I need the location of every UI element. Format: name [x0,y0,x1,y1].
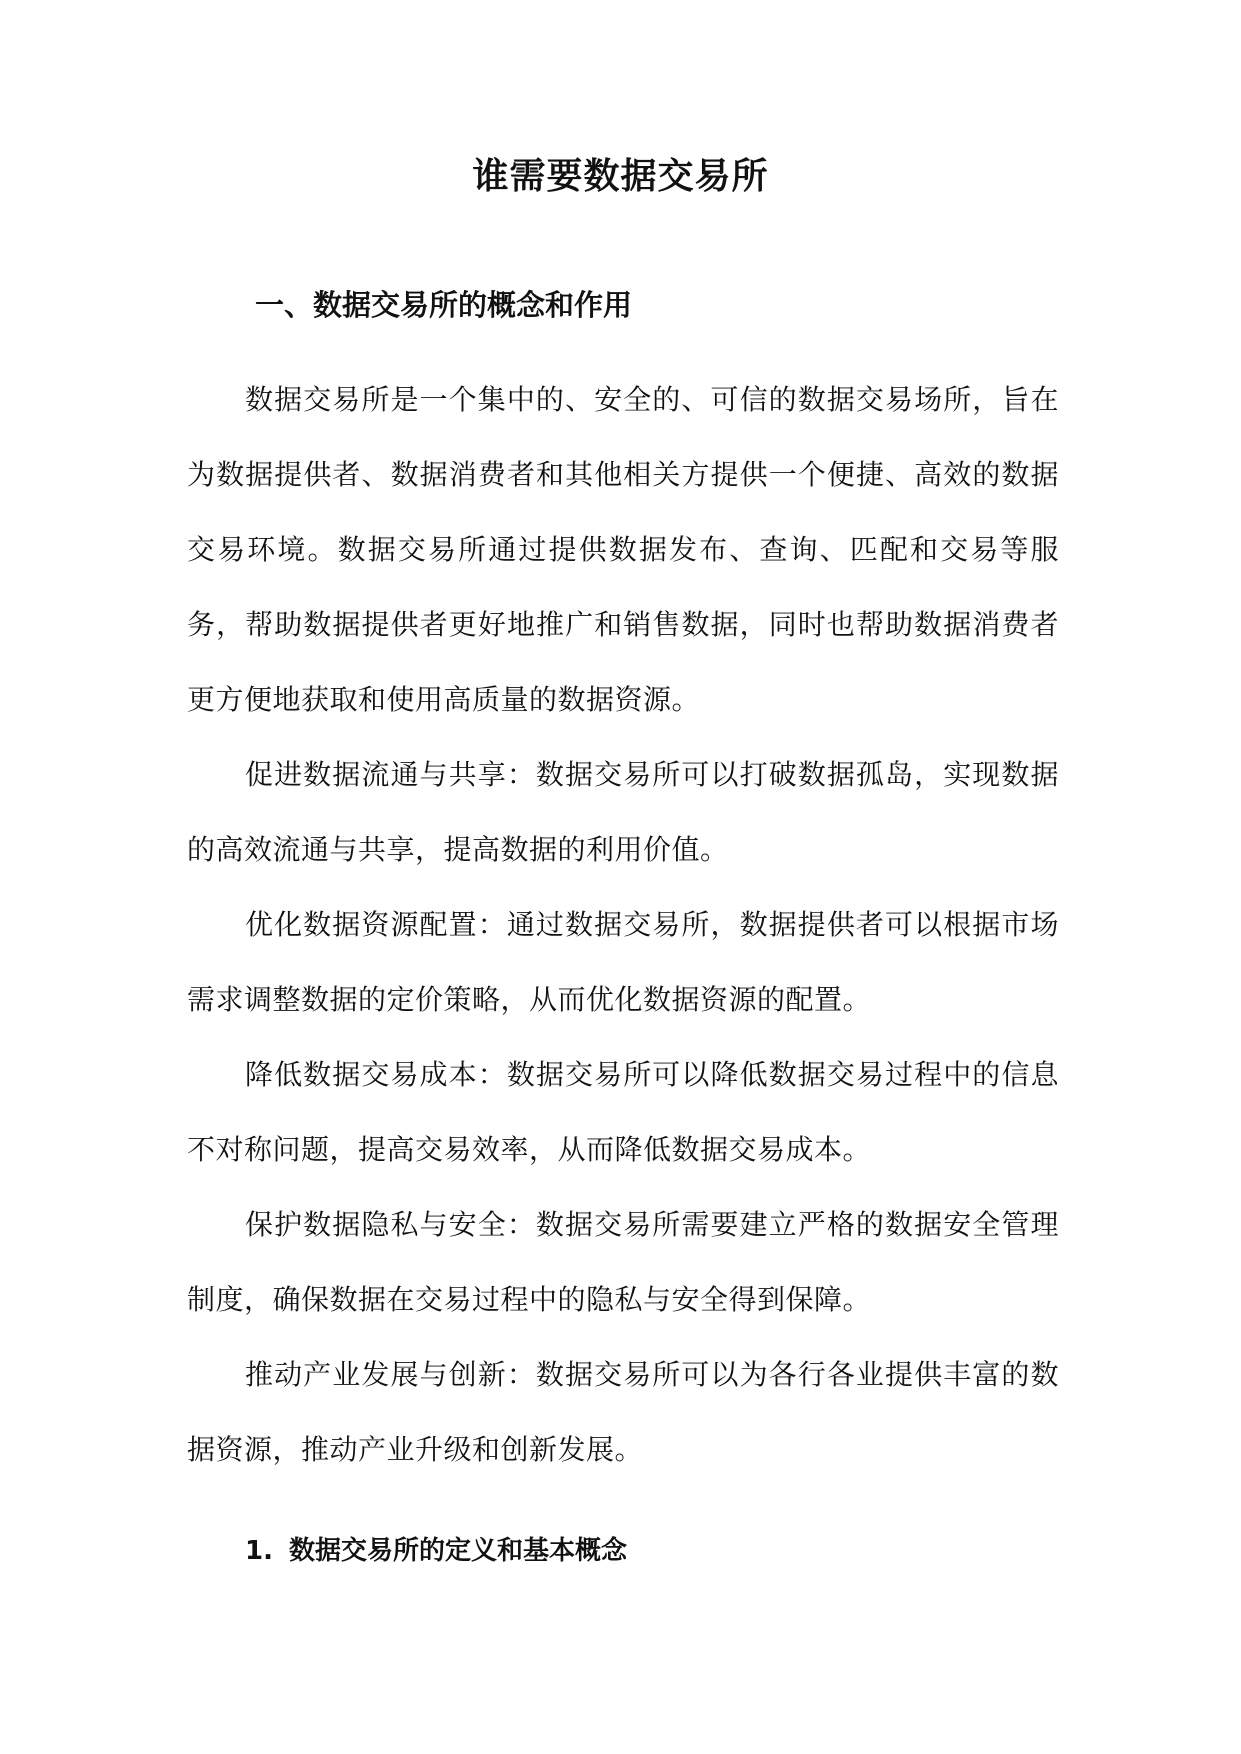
paragraph-privacy: 保护数据隐私与安全：数据交易所需要建立严格的数据安全管理制度，确保数据在交易过程中的隐私与安全得到保障。 [187,1208,1059,1316]
subsection-title: 数据交易所的定义和基本概念 [289,1536,628,1566]
subsection-number: 1. [245,1536,273,1566]
document-title: 谁需要数据交易所 [472,156,769,197]
section-body [187,362,1059,1487]
paragraph-cost: 降低数据交易成本：数据交易所可以降低数据交易过程中的信息不对称问题，提高交易效率，从而降低数据交易成本。 [187,1058,1059,1166]
paragraph-innovation: 推动产业发展与创新：数据交易所可以为各行各业提供丰富的数据资源，推动产业升级和创新发展。 [187,1358,1059,1466]
paragraph-definition: 数据交易所是一个集中的、安全的、可信的数据交易场所，旨在为数据提供者、数据消费者和其他相关方提供一个便捷、高效的数据交易环境。数据交易所通过提供数据发布、查询、匹配和交易等服务，帮助数据提供者更好地推广和销售数据，同时也帮助数据消费者更方便地获取和使用高质量的数据资源。 [187,383,1059,716]
paragraph-circulation: 促进数据流通与共享：数据交易所可以打破数据孤岛，实现数据的高效流通与共享，提高数据的利用价值。 [187,758,1059,866]
paragraph-allocation: 优化数据资源配置：通过数据交易所，数据提供者可以根据市场需求调整数据的定价策略，从而优化数据资源的配置。 [187,908,1059,1016]
subsection-heading [245,1530,627,1567]
section-heading: 一、数据交易所的概念和作用 [255,288,633,322]
